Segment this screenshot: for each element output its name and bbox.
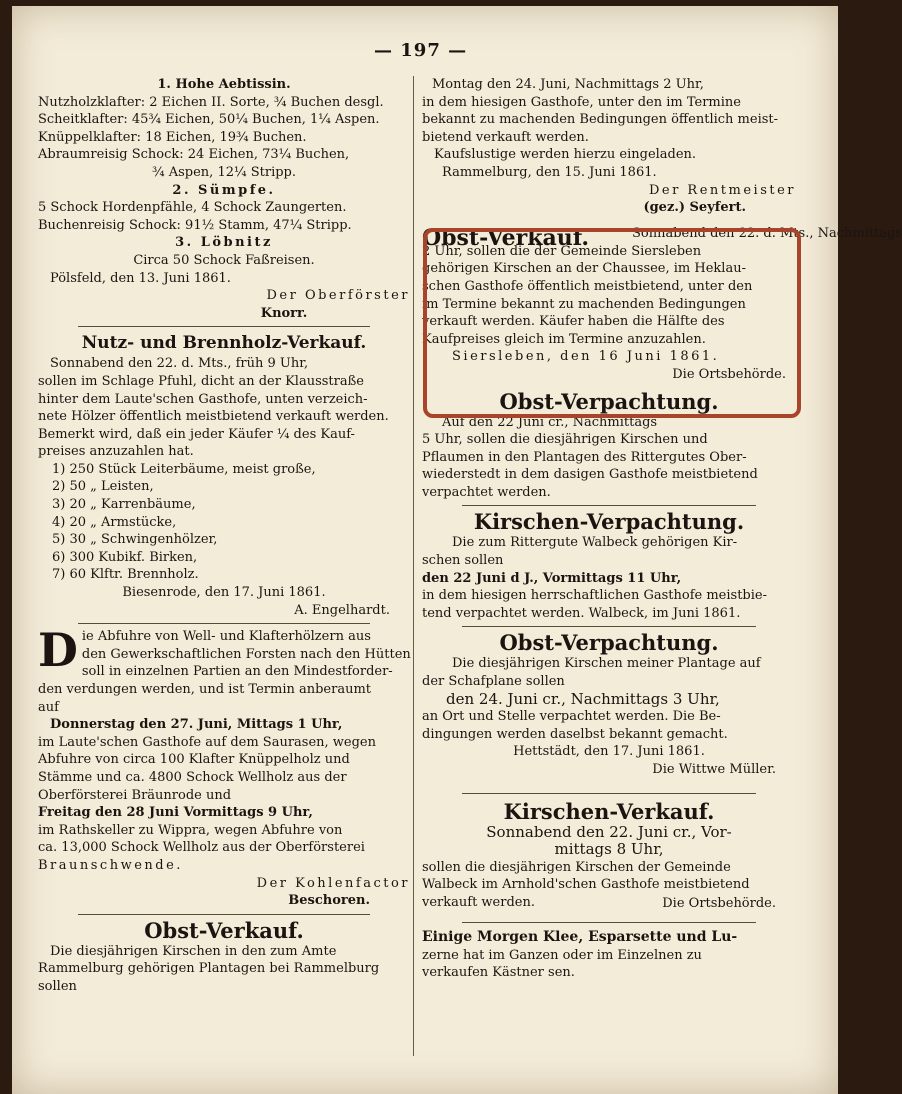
text-line: Montag den 24. Juni, Nachmittags 2 Uhr, — [432, 77, 704, 92]
text-line: Knüppelklafter: 18 Eichen, 19¾ Buchen. — [38, 129, 307, 145]
text-line: Rammelburg gehörigen Plantagen bei Rammelburg — [38, 961, 380, 977]
signature: Der Rentmeister — [648, 182, 796, 198]
column-divider — [413, 76, 414, 1056]
separator — [78, 914, 370, 915]
text-line: dingungen werden daselbst bekannt gemacht. — [422, 726, 728, 742]
right-column — [422, 76, 902, 982]
text-line: verkauft werden. Käufer haben die Hälfte des — [422, 314, 725, 330]
text-line: bietend verkauft werden. — [422, 129, 589, 145]
text-line: Freitag den 28 Juni Vormittags 9 Uhr, — [38, 805, 313, 821]
ad-heading-obst-verpachtung-2: Obst-Verpachtung. — [499, 630, 719, 656]
text-line: mittags 8 Uhr, — [554, 840, 664, 859]
text-line: der Schafplane sollen — [422, 674, 565, 690]
drop-capital: D — [38, 623, 78, 678]
text-line: schen sollen — [422, 553, 504, 569]
text-line: im Rathskeller zu Wippra, wegen Abfuhre von — [38, 822, 343, 838]
text-line: an Ort und Stelle verpachtet werden. Die Be- — [422, 709, 721, 725]
text-line: den 24. Juni cr., Nachmittags 3 Uhr, — [446, 689, 720, 708]
text-line: preises anzuzahlen hat. — [38, 444, 194, 460]
text-line: 5 Schock Hordenpfähle, 4 Schock Zaungerten. — [38, 200, 347, 216]
separator — [462, 922, 756, 923]
signature: Knorr. — [260, 305, 308, 321]
text-line: Auf den 22 Juni cr., Nachmittags — [442, 414, 658, 430]
text-line: in dem hiesigen Gasthofe, unter den im Termine — [422, 94, 741, 110]
text-line: zerne hat im Ganzen oder im Einzelnen zu — [422, 947, 702, 963]
signature: Die Wittwe Müller. — [652, 762, 776, 777]
text-line: Abraumreisig Schock: 24 Eichen, 73¼ Buchen, — [38, 147, 350, 163]
text-line: Sonnabend den 22. d. Mts., früh 9 Uhr, — [50, 356, 309, 372]
text-line: Nutzholzklafter: 2 Eichen II. Sorte, ¾ Buchen desgl. — [38, 94, 384, 110]
ad-heading-obst-verpachtung: Obst-Verpachtung. — [499, 388, 719, 414]
newspaper-page — [12, 6, 902, 1094]
ad-heading-kirschen-verpachtung: Kirschen-Verpachtung. — [473, 509, 745, 535]
text-line: Kaufslustige werden hierzu eingeladen. — [434, 147, 697, 163]
list-item: 1) 250 Stück Leiterbäume, meist große, — [52, 461, 316, 477]
signature: Der Oberförster — [266, 288, 410, 304]
text-line: in dem hiesigen herrschaftlichen Gasthofe meistbie- — [422, 588, 767, 604]
section-heading: 3. Löbnitz — [175, 235, 273, 251]
list-item: 3) 20 „ Karrenbäume, — [52, 497, 196, 513]
separator — [462, 626, 756, 627]
separator — [462, 505, 756, 506]
text-line: gehörigen Kirschen an der Chaussee, im Heklau- — [422, 261, 746, 277]
list-item: 7) 60 Klftr. Brennholz. — [52, 567, 199, 583]
text-line: Sonnabend den 22. Juni cr., Vor- — [486, 822, 732, 841]
text-line: Stämme und ca. 4800 Schock Wellholz aus der — [38, 769, 347, 785]
ad-abfuhre — [38, 623, 411, 874]
text-line: Oberförsterei Bräunrode und — [38, 787, 232, 803]
separator — [78, 326, 370, 327]
text-line: Circa 50 Schock Faßreisen. — [133, 252, 315, 268]
signature: Beschoren. — [288, 893, 370, 909]
text-line: verpachtet werden. — [422, 484, 551, 500]
text-line: Buchenreisig Schock: 91½ Stamm, 47¼ Stripp. — [38, 217, 352, 233]
section-heading: 2. Sümpfe. — [172, 182, 276, 198]
text-line: Sonnabend den 22. d. Mts., Nachmittags — [632, 226, 902, 242]
signature: Die Ortsbehörde. — [662, 895, 776, 911]
date-line: Hettstädt, den 17. Juni 1861. — [513, 744, 705, 760]
date-line: Pölsfeld, den 13. Juni 1861. — [50, 270, 231, 286]
signature: (gez.) Seyfert. — [643, 200, 746, 216]
signature: A. Engelhardt. — [294, 602, 390, 618]
list-item: 6) 300 Kubikf. Birken, — [52, 549, 198, 565]
text-line: auf — [38, 699, 59, 715]
text-line: wiederstedt in dem dasigen Gasthofe meistbietend — [422, 467, 758, 483]
text-line: Bemerkt wird, daß ein jeder Käufer ¼ des Kauf- — [38, 426, 355, 442]
text-line: Die zum Rittergute Walbeck gehörigen Kir- — [452, 535, 738, 551]
text-line: verkaufen Kästner sen. — [422, 965, 575, 981]
text-line: sollen die diesjährigen Kirschen der Gemeinde — [422, 859, 731, 875]
date-line: Biesenrode, den 17. Juni 1861. — [122, 585, 326, 601]
ad-heading-kirschen-verkauf: Kirschen-Verkauf. — [503, 798, 715, 824]
text-line: Die diesjährigen Kirschen in den zum Amte — [50, 943, 337, 959]
separator — [78, 623, 370, 624]
section-heading: 1. Hohe Aebtissin. — [157, 77, 291, 92]
signature: Der Kohlenfactor — [256, 875, 410, 891]
text-line: bekannt zu machenden Bedingungen öffentlich meist- — [422, 112, 779, 128]
text-line: tend verpachtet werden. Walbeck, im Juni 1861. — [422, 605, 741, 621]
text-line: Einige Morgen Klee, Esparsette und Lu- — [422, 929, 738, 946]
text-line: den 22 Juni d J., Vormittags 11 Uhr, — [422, 570, 682, 586]
text-line: Braunschwende. — [38, 857, 183, 873]
list-item: 2) 50 „ Leisten, — [52, 479, 154, 495]
list-item: 4) 20 „ Armstücke, — [52, 514, 177, 530]
text-line: Kaufpreises gleich im Termine anzuzahlen. — [422, 331, 706, 347]
text-line: hinter dem Laute'schen Gasthofe, unten verzeich- — [38, 391, 368, 407]
text-line: nete Hölzer öffentlich meistbietend verkauft werden. — [38, 409, 389, 425]
text-line: verkauft werden. — [422, 894, 535, 910]
ad-heading-obst-verkauf: Obst-Verkauf. — [144, 917, 304, 943]
ad-heading-obst-verkauf-siersleben: Obst-Verkauf. — [422, 225, 590, 252]
left-column — [38, 76, 410, 996]
text-line: Abfuhre von circa 100 Klafter Knüppelholz und — [38, 752, 350, 768]
text-line: ¾ Aspen, 12¼ Stripp. — [152, 164, 296, 180]
text-line: den Gewerkschaftlichen Forsten nach den Hütten — [81, 646, 411, 662]
text-line: 2 Uhr, sollen die der Gemeinde Siersleben — [422, 243, 702, 259]
text-line: ie Abfuhre von Well- und Klafterhölzern aus — [81, 629, 371, 645]
date-line: Rammelburg, den 15. Juni 1861. — [442, 164, 657, 180]
date-line: Siersleben, den 16 Juni 1861. — [452, 349, 720, 365]
list-item: 5) 30 „ Schwingenhölzer, — [52, 532, 218, 548]
text-line: Donnerstag den 27. Juni, Mittags 1 Uhr, — [50, 717, 343, 733]
text-line: sollen — [38, 978, 77, 994]
text-line: Walbeck im Arnhold'schen Gasthofe meistbietend — [422, 877, 750, 893]
text-line: soll in einzelnen Partien an den Mindestforder- — [81, 664, 393, 680]
signature: Die Ortsbehörde. — [672, 366, 786, 382]
ad-heading-nutz: Nutz- und Brennholz-Verkauf. — [81, 333, 367, 354]
text-line: schen Gasthofe öffentlich meistbietend, unter den — [422, 278, 753, 294]
text-line: sollen im Schlage Pfuhl, dicht an der Klausstraße — [38, 373, 364, 389]
separator — [462, 793, 756, 794]
text-line: im Termine bekannt zu machenden Bedingungen — [422, 296, 746, 312]
text-line: Scheitklafter: 45¾ Eichen, 50¼ Buchen, 1¼ Aspen. — [38, 112, 380, 128]
highlight-box — [423, 228, 801, 418]
text-line: den verdungen werden, und ist Termin anberaumt — [38, 682, 372, 697]
text-line: ca. 13,000 Schock Wellholz aus der Oberförsterei — [38, 840, 365, 856]
text-line: im Laute'schen Gasthofe auf dem Saurasen, wegen — [38, 734, 376, 750]
text-line: 5 Uhr, sollen die diesjährigen Kirschen und — [422, 432, 708, 448]
text-line: Pflaumen in den Plantagen des Rittergutes Ober- — [422, 449, 747, 465]
text-line: Die diesjährigen Kirschen meiner Plantage auf — [452, 656, 761, 672]
page-number: — 197 — — [374, 40, 468, 61]
